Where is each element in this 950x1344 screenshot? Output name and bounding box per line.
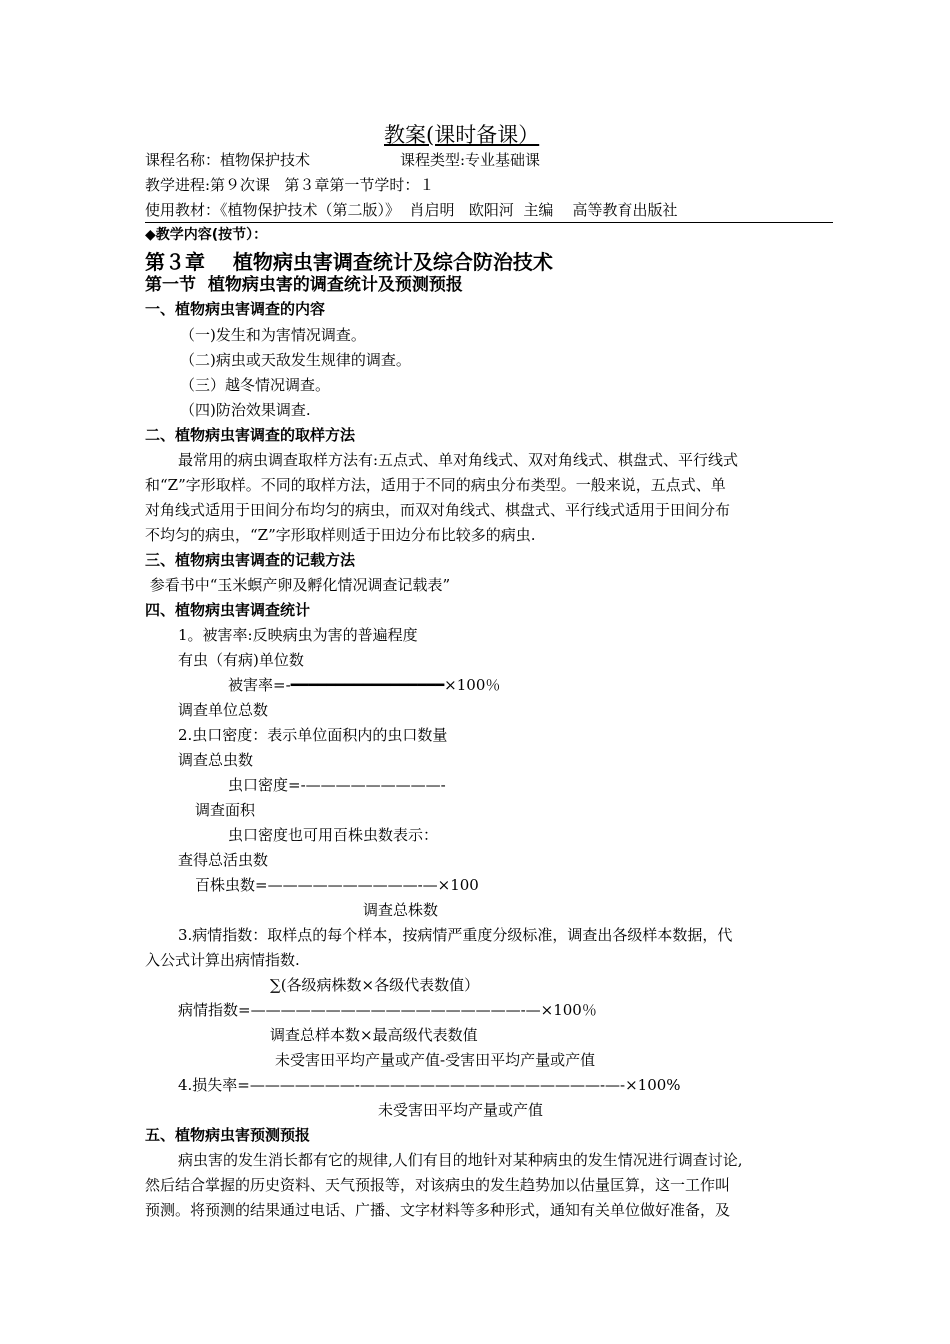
- paragraph-line: 最常用的病虫调查取样方法有:五点式、单对角线式、双对角线式、棋盘式、平行线式: [178, 451, 739, 469]
- paragraph-line: 参看书中“玉米螟产卵及孵化情况调查记载表”: [145, 576, 451, 594]
- formula-line: 病情指数=——————————————————-—×100％: [178, 1001, 597, 1019]
- paragraph-line: 预测。将预测的结果通过电话、广播、文字材料等多种形式，通知有关单位做好准备，及: [145, 1201, 731, 1219]
- list-item: （一)发生和为害情况调查。: [180, 326, 366, 344]
- part4-heading: 四、植物病虫害调查统计: [145, 601, 311, 619]
- formula-line: 调查单位总数: [178, 701, 269, 719]
- textbook-info: 使用教材：《植物保护技术（第二版）》 肖启明 欧阳河 主编 高等教育出版社: [145, 201, 678, 219]
- part5-heading: 五、植物病虫害预测预报: [145, 1126, 311, 1144]
- paragraph-line: 和“Z”字形取样。不同的取样方法，适用于不同的病虫分布类型。一般来说，五点式、单: [145, 476, 726, 494]
- formula-line: 入公式计算出病情指数.: [145, 951, 300, 969]
- section-title: 第一节 植物病虫害的调查统计及预测预报: [145, 275, 463, 295]
- part1-heading: 一、植物病虫害调查的内容: [145, 300, 326, 318]
- course-type: 课程类型:专业基础课: [400, 151, 541, 169]
- formula-line: 3.病情指数：取样点的每个样本，按病情严重度分级标准，调查出各级样本数据，代: [178, 926, 733, 944]
- course-name: 课程名称：植物保护技术: [145, 151, 311, 169]
- paragraph-line: 对角线式适用于田间分布均匀的病虫，而双对角线式、棋盘式、平行线式适用于田间分布: [145, 501, 731, 519]
- formula-line: 百株虫数=——————————-—×100: [195, 876, 479, 894]
- formula-line: 虫口密度也可用百株虫数表示：: [228, 826, 439, 844]
- list-item: （四)防治效果调查.: [180, 401, 311, 419]
- formula-line: 调查总株数: [363, 901, 439, 919]
- formula-line: ∑(各级病株数×各级代表数值）: [270, 976, 480, 994]
- paragraph-line: 不均匀的病虫，“Z”字形取样则适于田边分布比较多的病虫.: [145, 526, 536, 544]
- chapter-title: 第３章 植物病虫害调查统计及综合防治技术: [145, 250, 553, 274]
- formula-line: 1。被害率:反映病虫为害的普遍程度: [178, 626, 418, 644]
- formula-line: 虫口密度=-—————————-: [228, 776, 446, 794]
- formula-line: 未受害田平均产量或产值-受害田平均产量或产值: [275, 1051, 596, 1069]
- formula-line: 2.虫口密度：表示单位面积内的虫口数量: [178, 726, 448, 744]
- formula-line: 未受害田平均产量或产值: [378, 1101, 544, 1119]
- formula-line: 4.损失率=———————-————————————————-—-×100%: [178, 1076, 681, 1094]
- list-item: （二)病虫或天敌发生规律的调查。: [180, 351, 411, 369]
- paragraph-line: 然后结合掌握的历史资料、天气预报等，对该病虫的发生趋势加以估量匡算，这一工作叫: [145, 1176, 731, 1194]
- part3-heading: 三、植物病虫害调查的记载方法: [145, 551, 356, 569]
- formula-line: 调查总虫数: [178, 751, 254, 769]
- header-divider: [145, 222, 833, 223]
- formula-line: 调查面积: [195, 801, 256, 819]
- formula-line: 查得总活虫数: [178, 851, 269, 869]
- formula-line: 有虫（有病)单位数: [178, 651, 304, 669]
- page-title: 教案(课时备课）: [384, 123, 540, 147]
- content-heading: ◆教学内容(按节）：: [145, 227, 268, 243]
- paragraph-line: 病虫害的发生消长都有它的规律,人们有目的地针对某种病虫的发生情况进行调查讨论,: [178, 1151, 743, 1169]
- teaching-progress: 教学进程:第９次课 第３章第一节学时：１: [145, 176, 435, 194]
- formula-line: 调查总样本数×最高级代表数值: [270, 1026, 478, 1044]
- formula-line: 被害率=-━━━━━━━━━━━━━━━━━×100％: [228, 676, 501, 694]
- part2-heading: 二、植物病虫害调查的取样方法: [145, 426, 356, 444]
- list-item: （三）越冬情况调查。: [180, 376, 331, 394]
